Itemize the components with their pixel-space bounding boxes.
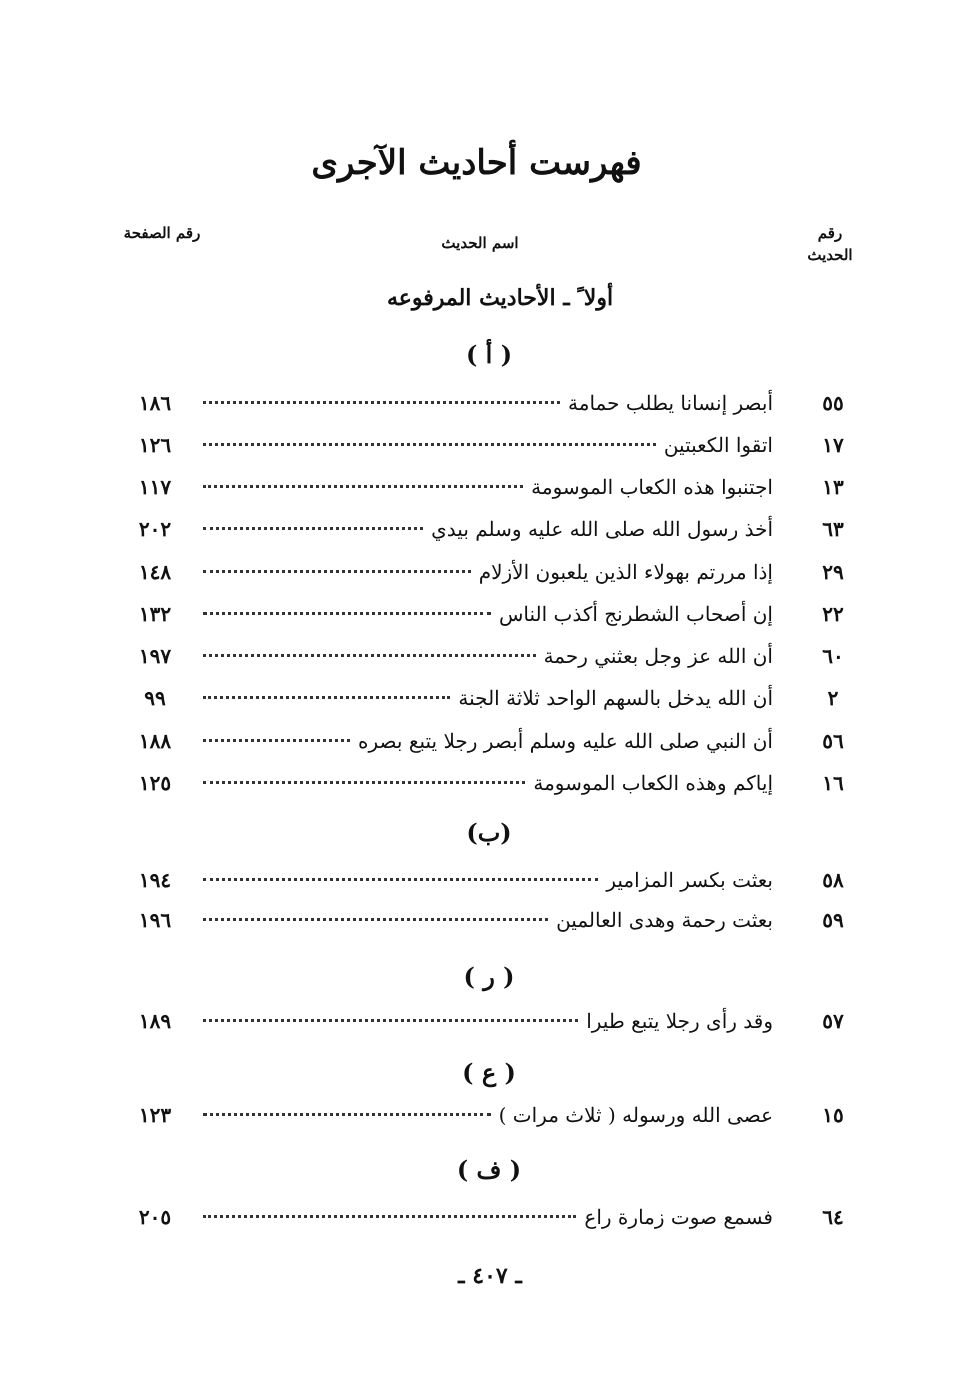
leader-dots (203, 1215, 576, 1218)
column-header-hadith-name: اسم الحديث (441, 234, 519, 252)
index-row (0, 683, 953, 713)
hadith-name: إذا مررتم بهولاء الذين يلعبون الأزلام (478, 560, 773, 584)
hadith-name: وقد رأى رجلا يتبع طيرا (586, 1009, 773, 1033)
leader-dots (203, 654, 536, 657)
leader-dots (203, 696, 450, 699)
index-row (0, 557, 953, 587)
page-number: ١٩٤ (138, 868, 172, 892)
index-row (0, 430, 953, 460)
hadith-number: ٥٩ (822, 908, 844, 932)
page-number: ١٣٢ (138, 602, 172, 626)
leader-dots (203, 570, 471, 573)
page-number: ١٢٥ (138, 771, 172, 795)
column-header-hadith-number: رقم الحديث (807, 224, 853, 264)
hadith-number: ١٥ (822, 1103, 844, 1127)
page-number: ١٨٩ (138, 1009, 172, 1033)
page-number: ٢٠٢ (138, 517, 172, 541)
leader-dots (203, 781, 525, 784)
index-row (0, 905, 953, 935)
hadith-name: عصى الله ورسوله ( ثلاث مرات ) (498, 1103, 773, 1127)
page-number: ١١٧ (138, 475, 172, 499)
hadith-number: ١٣ (822, 475, 844, 499)
column-header-page-number: رقم الصفحة (123, 224, 201, 242)
index-row (0, 768, 953, 798)
hadith-name: أخذ رسول الله صلى الله عليه وسلم بيدي (431, 517, 773, 541)
index-row (0, 865, 953, 895)
hadith-name: فسمع صوت زمارة راع (584, 1205, 773, 1229)
leader-dots (203, 485, 523, 488)
page-number: ١٢٦ (138, 433, 172, 457)
leader-dots (203, 1113, 491, 1116)
leader-dots (203, 918, 548, 921)
leader-dots (203, 527, 423, 530)
leader-dots (203, 612, 491, 615)
hadith-name: أبصر إنسانا يطلب حمامة (568, 391, 773, 415)
index-row (0, 1006, 953, 1036)
letter-heading: ( ف ) (456, 1155, 522, 1184)
page-number: ١٨٨ (138, 729, 172, 753)
page-number: ٩٩ (144, 686, 166, 710)
index-row (0, 599, 953, 629)
letter-heading: ( ع ) (462, 1058, 516, 1087)
page-footer-number: ـ ٤٠٧ ـ (458, 1263, 522, 1289)
letter-heading: (ب) (466, 818, 512, 847)
hadith-name: أن الله يدخل بالسهم الواحد ثلاثة الجنة (458, 686, 773, 710)
index-row (0, 472, 953, 502)
section-heading: أولا ً ـ الأحاديث المرفوعه (386, 285, 614, 311)
page-number: ١٢٣ (138, 1103, 172, 1127)
hadith-name: أن النبي صلى الله عليه وسلم أبصر رجلا يتبع بصره (358, 729, 773, 753)
hadith-name: إن أصحاب الشطرنج أكذب الناس (498, 602, 773, 626)
hadith-number: ٥٥ (822, 391, 844, 415)
letter-heading: ( ر ) (463, 962, 515, 991)
hadith-number: ١٧ (822, 433, 844, 457)
page-number: ١٤٨ (138, 560, 172, 584)
hadith-name: بعثت بكسر المزامير (606, 868, 773, 892)
letter-heading: ( أ ) (465, 340, 513, 369)
hadith-number: ٥٨ (822, 868, 844, 892)
hadith-name: إياكم وهذه الكعاب الموسومة (533, 771, 773, 795)
page-number: ١٨٦ (138, 391, 172, 415)
hadith-number: ٦٤ (822, 1205, 844, 1229)
index-row (0, 514, 953, 544)
hadith-number: ٦٣ (822, 517, 844, 541)
page-number: ٢٠٥ (138, 1205, 172, 1229)
hadith-number: ٦٠ (822, 644, 844, 668)
hadith-number: ٥٦ (822, 729, 844, 753)
page-number: ١٩٦ (138, 908, 172, 932)
index-row (0, 641, 953, 671)
page-number: ١٩٧ (138, 644, 172, 668)
hadith-name: اجتنبوا هذه الكعاب الموسومة (531, 475, 773, 499)
hadith-name: اتقوا الكعبتين (663, 433, 773, 457)
index-row (0, 388, 953, 418)
leader-dots (203, 1019, 578, 1022)
hadith-number: ٥٧ (822, 1009, 844, 1033)
hadith-name: أن الله عز وجل بعثني رحمة (543, 644, 773, 668)
hadith-number: ٢٢ (822, 602, 844, 626)
hadith-name: بعثت رحمة وهدى العالمين (556, 908, 773, 932)
page-title: فهرست أحاديث الآجرى (311, 143, 642, 183)
leader-dots (203, 739, 350, 742)
index-row (0, 726, 953, 756)
index-row (0, 1202, 953, 1232)
leader-dots (203, 443, 656, 446)
leader-dots (203, 401, 560, 404)
hadith-number: ٢٩ (822, 560, 844, 584)
hadith-number: ٢ (827, 686, 839, 710)
index-row (0, 1100, 953, 1130)
leader-dots (203, 878, 598, 881)
hadith-number: ١٦ (822, 771, 844, 795)
